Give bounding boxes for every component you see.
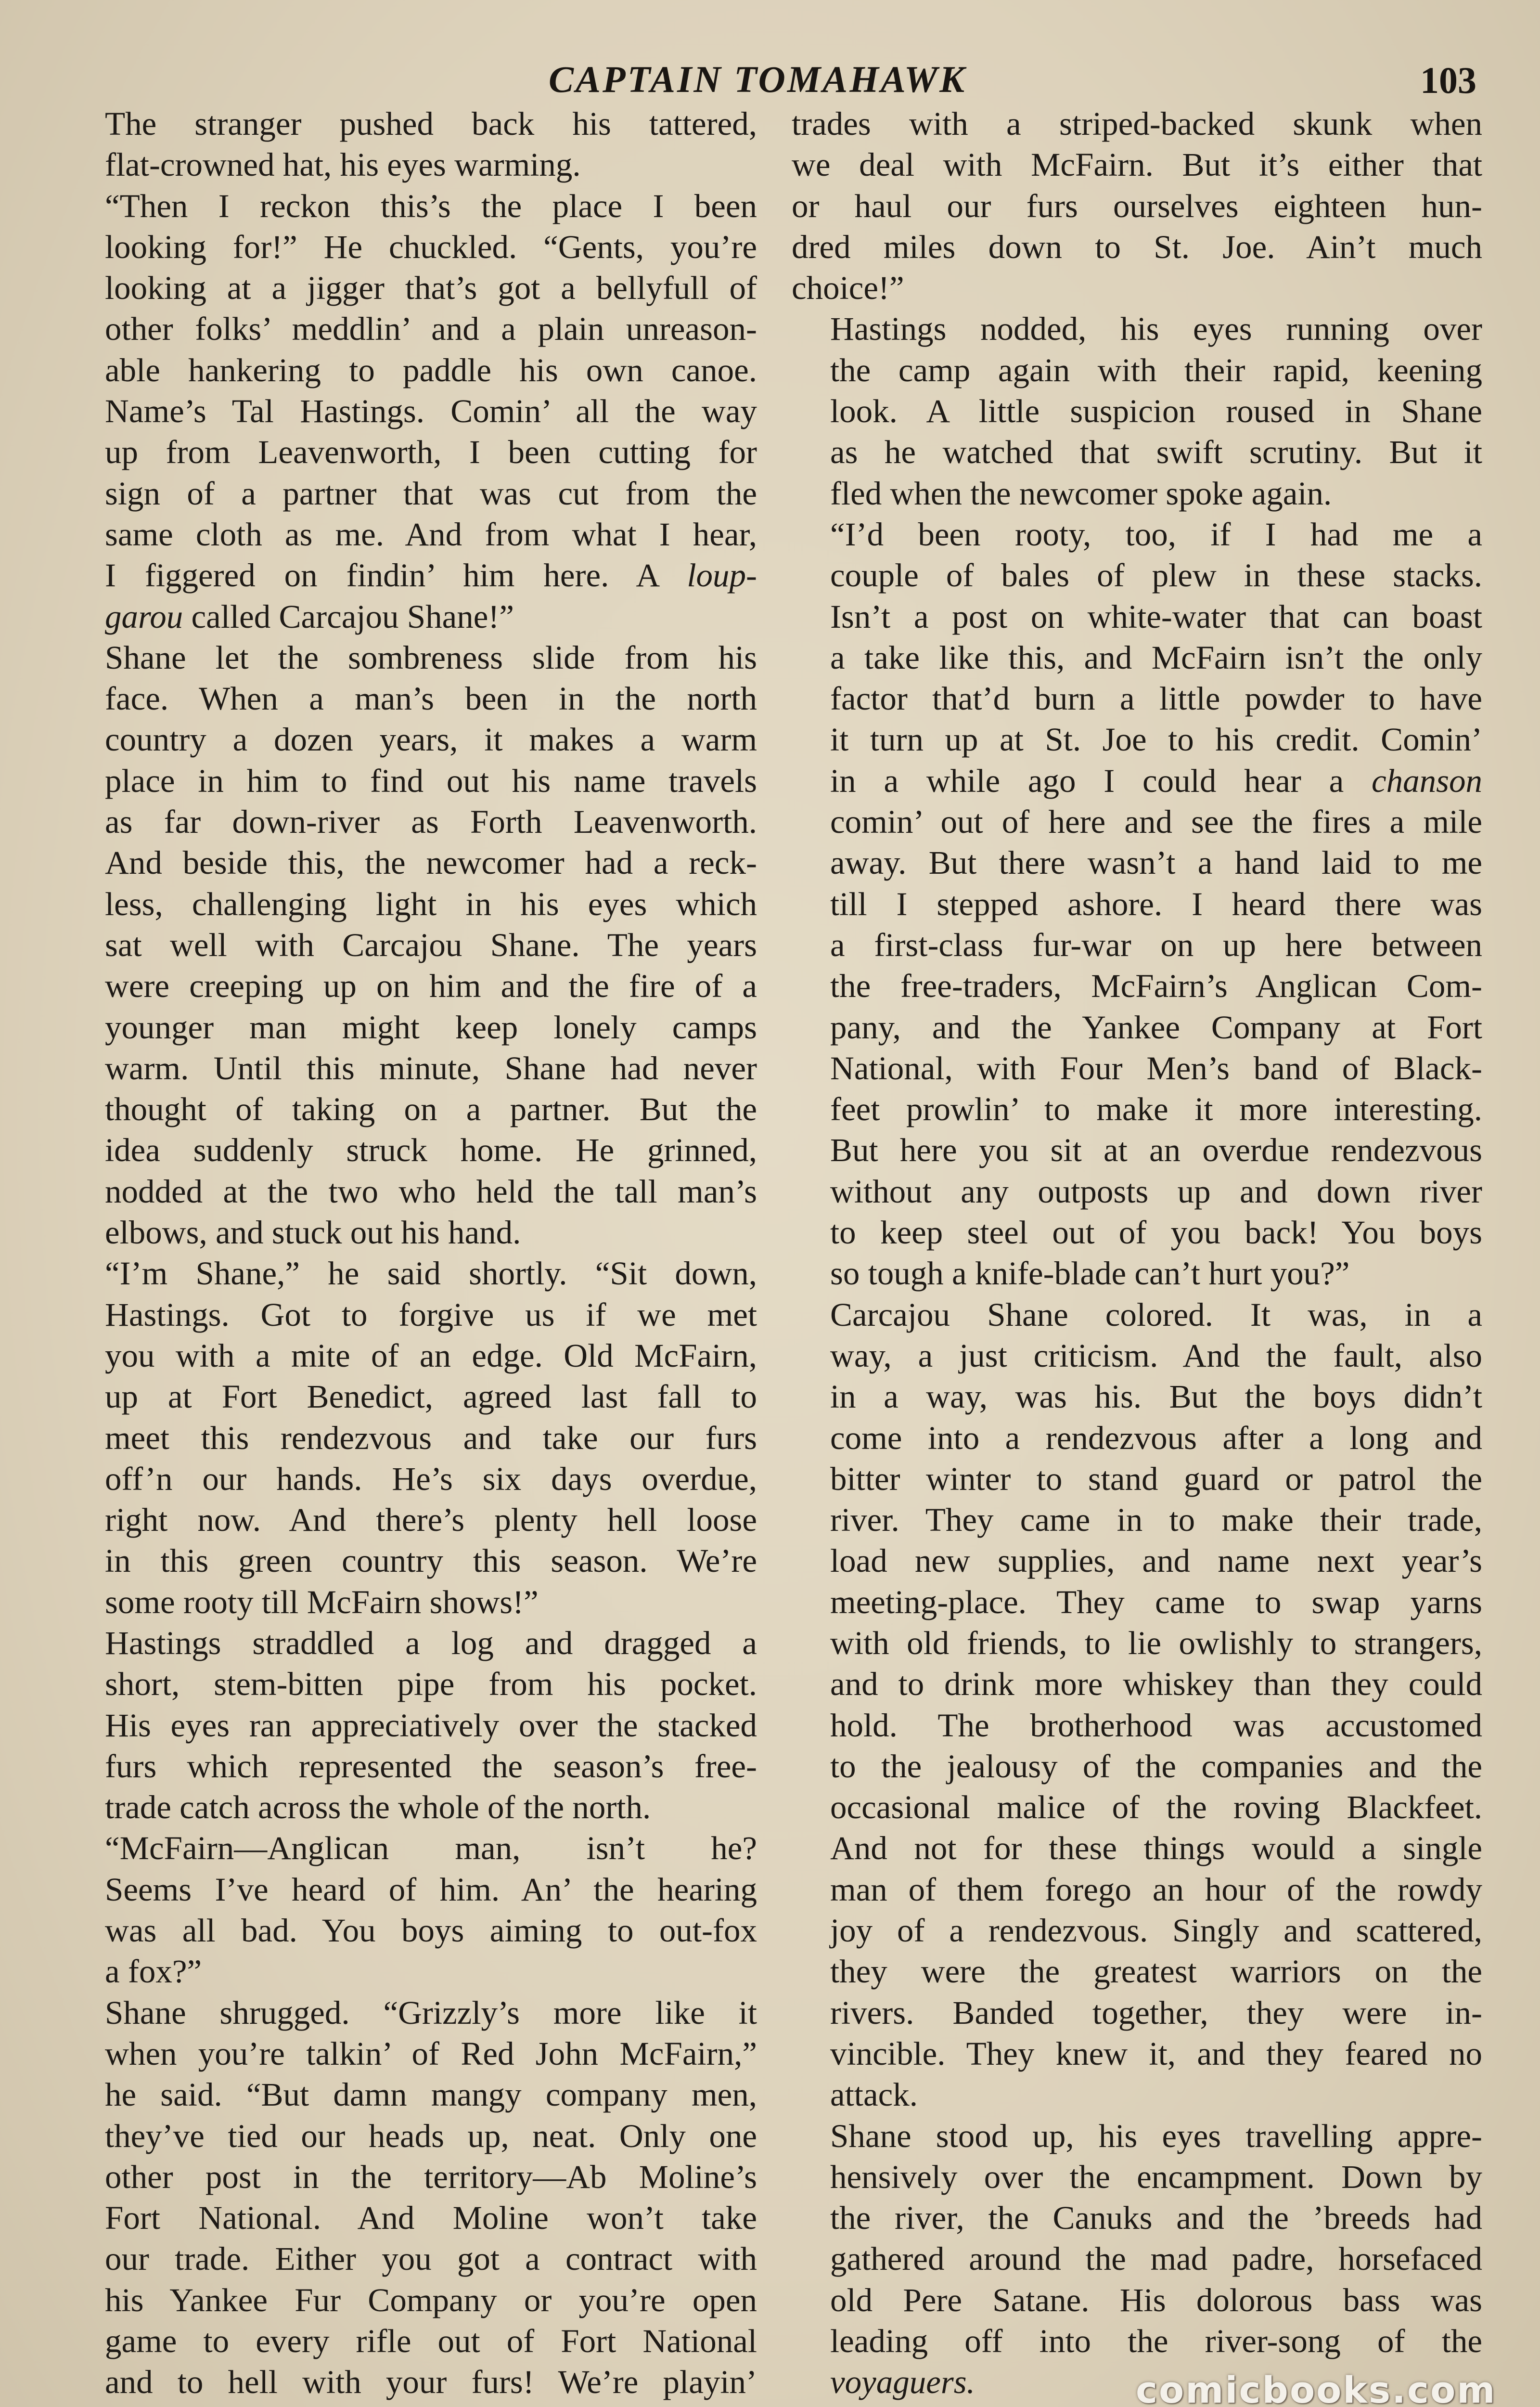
running-head: CAPTAIN TOMAHAWK [549, 58, 967, 100]
right-column [792, 104, 1482, 2403]
paragraph: “I’d been rooty, too, if I had me a couple of bales of plew in these stacks. Isn’t a post on white-water that can boast a take like this, and McFairn isn’t the only factor that’d burn a little powder to have it turn up at St. Joe to his credit. Comin’ in a while ago I could hear a chanson comin’ out of here and see the fires a mile away. But there wasn’t a hand laid to me till I stepped ashore. I heard there was a first-class fur-war on up here between the free-traders, McFairn’s Anglican Com- pany, and the Yankee Company at Fort National, with Four Men’s band of Black- feet prowlin’ to make it more interesting. But here you sit at an overdue rendezvous without any outposts up and down river to keep steel out of you back! You boys so tough a knife-blade can’t hurt you?” [830, 516, 1482, 1292]
paragraph: Carcajou Shane colored. It was, in a way, a just criticism. And the fault, also in a way, was his. But the boys didn’t come into a rendezvous after a long and bitter winter to stand guard or patrol the river. They came in to make their trade, load new supplies, and name next year’s meeting-place. They came to swap yarns with old friends, to lie owlishly to strangers, and to drink more whiskey than they could hold. The brotherhood was accustomed to the jealousy of the companies and the occasional malice of the roving Blackfeet. And not for these things would a single man of them forego an hour of the rowdy joy of a rendezvous. Singly and scattered, they were the greatest warriors on the rivers. Banded together, they were in- vincible. They knew it, and they feared no attack. [830, 1296, 1482, 2113]
paragraph: The stranger pushed back his tattered, flat-crowned hat, his eyes warming. [105, 105, 757, 183]
paragraph: Shane shrugged. “Grizzly’s more like it when you’re talkin’ of Red John McFairn,” he said. “But damn mangy company men, they’ve tied our heads up, neat. Only one other post in the territory—Ab Moline’s Fort National. And Moline won’t take our trade. Either you got a contract with his Yankee Fur Company or you’re open game to every rifle out of Fort National and to hell with your furs! We’re playin’ [105, 1994, 757, 2401]
paragraph: “I’m Shane,” he said shortly. “Sit down, Hastings. Got to forgive us if we met you with a mite of an edge. Old McFairn, up at Fort Benedict, agreed last fall to meet this rendezvous and take our furs off’n our hands. He’s six days overdue, right now. And there’s plenty hell loose in this green country this season. We’re some rooty till McFairn shows!” [105, 1255, 757, 1620]
paragraph: trades with a striped-backed skunk when we deal with McFairn. But it’s either that or haul our furs ourselves eighteen hun- dred miles down to St. Joe. Ain’t much choice!” [792, 105, 1482, 307]
paragraph: Shane let the sombreness slide from his face. When a man’s been in the north country a dozen years, it makes a warm place in him to find out his name travels as far down-river as Forth Leavenworth. And beside this, the newcomer had a reck- less, challenging light in his eyes which sat well with Carcajou Shane. The years were creeping up on him and the fire of a younger man might keep lonely camps warm. Until this minute, Shane had never thought of taking on a partner. But the idea suddenly struck home. He grinned, nodded at the two who held the tall man’s elbows, and stuck out his hand. [105, 639, 757, 1251]
watermark: comicbooks.com [1136, 2368, 1497, 2407]
paragraph: Hastings straddled a log and dragged a short, stem-bitten pipe from his pocket. His eyes ran appreciatively over the stacked furs which represented the season’s free- trade catch across the whole of the north. [105, 1624, 757, 1826]
paragraph: Shane stood up, his eyes travelling appre- hensively over the encampment. Down by the river, the Canuks and the ’breeds had gathered around the mad padre, horsefaced old Pere Satane. His dolorous bass was leading off into the river-song of the voyaguers. [830, 2117, 1482, 2401]
left-column [66, 104, 757, 2403]
paragraph: “Then I reckon this’s the place I been looking for!” He chuckled. “Gents, you’re looking at a jigger that’s got a bellyfull of other folks’ meddlin’ and a plain unreason- able hankering to paddle his own canoe. Name’s Tal Hastings. Comin’ all the way up from Leavenworth, I been cutting for sign of a partner that was cut from the same cloth as me. And from what I hear, I figgered on findin’ him here. A loup- garou called Carcajou Shane!” [105, 187, 757, 635]
paragraph: Hastings nodded, his eyes running over the camp again with their rapid, keening look. A little suspicion roused in Shane as he watched that swift scrutiny. But it fled when the newcomer spoke again. [830, 311, 1482, 512]
page-number: 103 [1420, 59, 1476, 101]
paragraph: “McFairn—Anglican man, isn’t he? Seems I’ve heard of him. An’ the hearing was all bad. You boys aiming to out-fox a fox?” [105, 1830, 757, 1990]
